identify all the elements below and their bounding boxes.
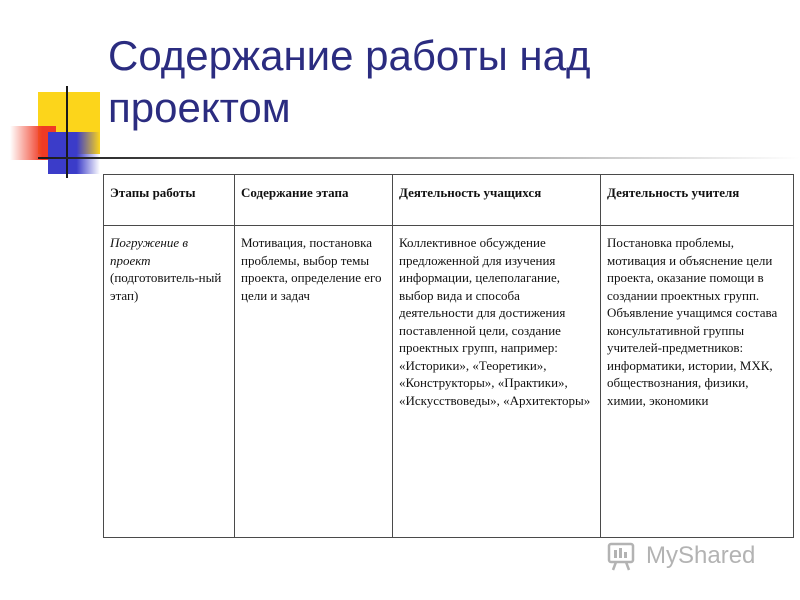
cell-stage-content: Мотивация, постановка проблемы, выбор темы проекта, определение его цели и задач xyxy=(235,226,393,538)
stage-note: (подготовитель-ный этап) xyxy=(110,270,222,303)
cell-stage xyxy=(104,226,235,538)
table-header-row xyxy=(104,175,794,226)
header-stage-content: Содержание этапа xyxy=(235,175,393,226)
header-stages: Этапы работы xyxy=(104,175,235,226)
myshared-logo-icon xyxy=(606,539,640,573)
table-row xyxy=(104,226,794,538)
myshared-watermark xyxy=(606,538,755,574)
slide-corner-ornament xyxy=(0,0,120,190)
ornament-vertical-line xyxy=(66,86,68,178)
watermark-text: MyShared xyxy=(646,542,756,569)
project-stages-table xyxy=(103,174,794,538)
header-teacher-activity: Деятельность учителя xyxy=(601,175,794,226)
header-student-activity: Деятельность учащихся xyxy=(393,175,601,226)
ornament-blue-square xyxy=(48,132,100,174)
cell-teacher-activity: Постановка проблемы, мотивация и объяснение цели проекта, оказание помощи в создании проектных групп. Объявление учащимся состава консультативной группы учителей-предметников: информатики, истории, МХК, обществознания, физики, химии, экономики xyxy=(601,226,794,538)
cell-student-activity: Коллективное обсуждение предложенной для изучения информации, целеполагание, выбор вида и способа деятельности для достижения поставленной цели, создание проектных групп, например: «Историки», «Теоретики», «Конструкторы», «Практики», «Искусствоведы», «Архитекторы» xyxy=(393,226,601,538)
title-underline xyxy=(38,157,800,159)
slide-title: Содержание работы над проектом xyxy=(108,32,591,131)
stage-name: Погружение в проект xyxy=(110,235,189,268)
